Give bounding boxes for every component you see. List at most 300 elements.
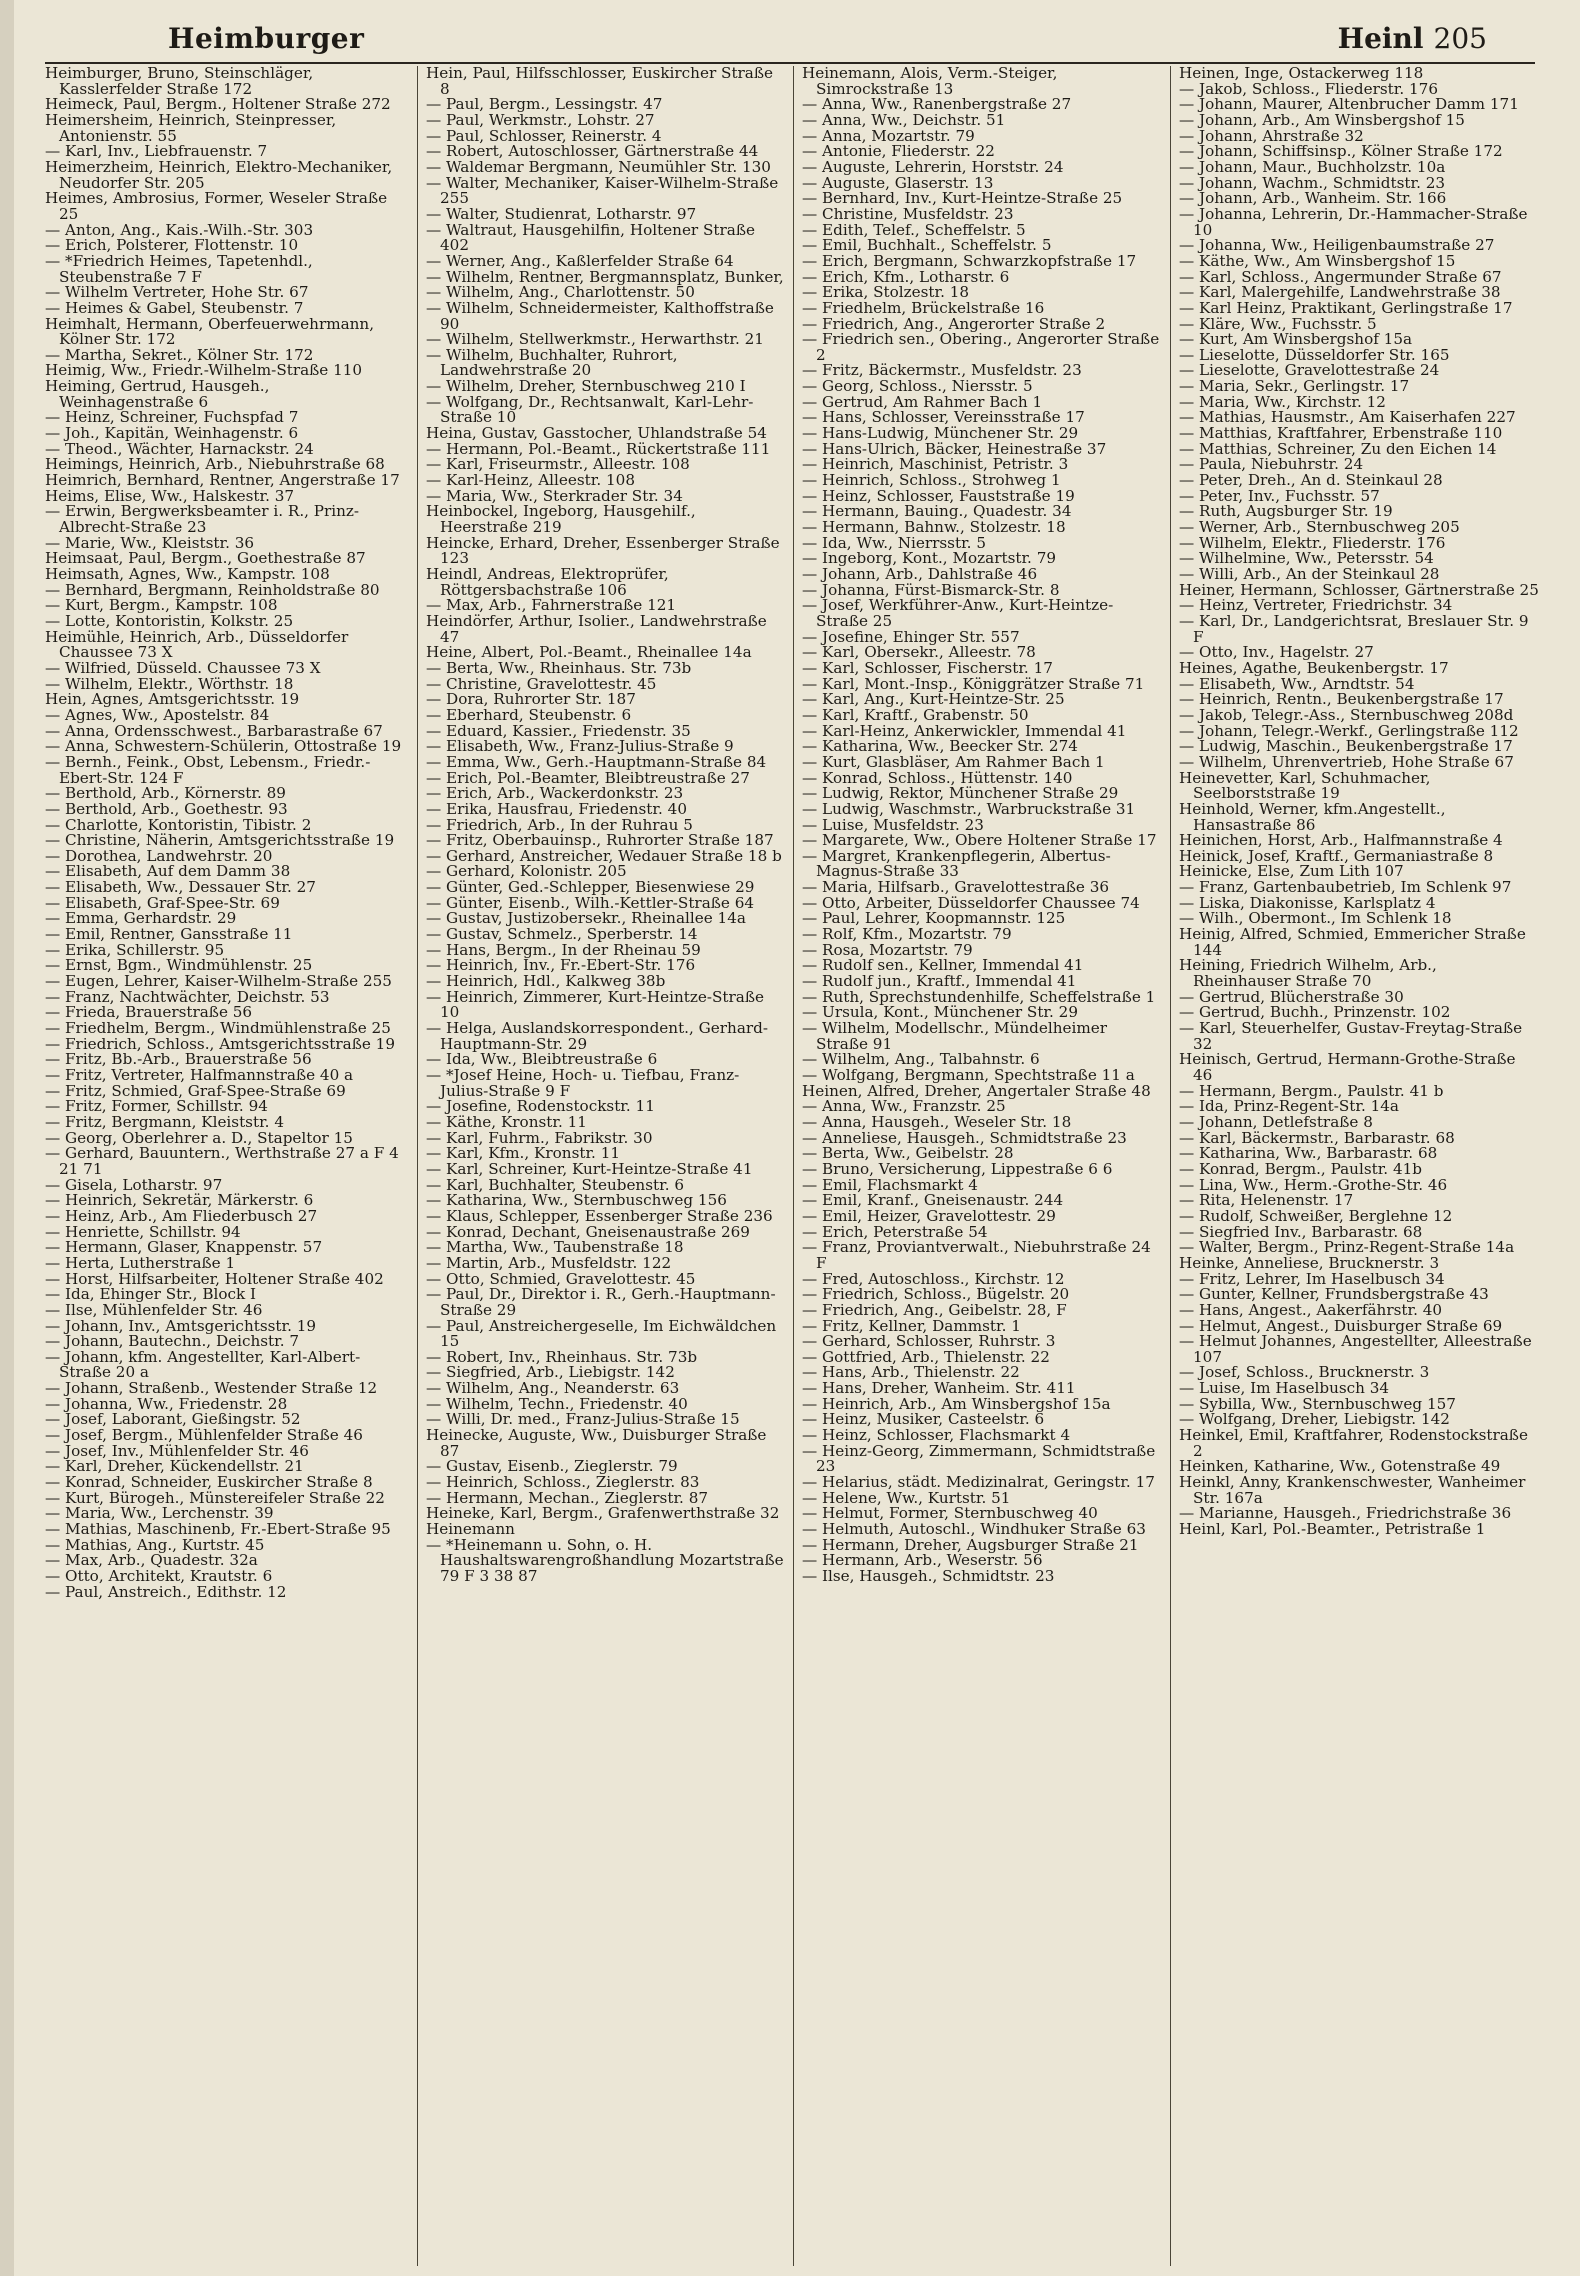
directory-entry: — Wilhelm, Elektr., Wörthstr. 18: [45, 674, 294, 693]
directory-entry: — Waltraut, Hausgehilfin, Holtener Straße 402: [426, 220, 760, 255]
directory-entry: Heimhalt, Hermann, Oberfeuerwehrmann, Kölner Str. 172: [45, 314, 379, 349]
directory-entry: — Otto, Arbeiter, Düsseldorfer Chaussee 74: [802, 893, 1140, 912]
column-4: [1170, 66, 1539, 2266]
directory-entry: — Erich, Pol.-Beamter, Bleibtreustraße 27: [426, 768, 750, 787]
directory-entry: Heimrich, Bernhard, Rentner, Angerstraße 17: [45, 471, 400, 490]
directory-entry: — Bruno, Versicherung, Lippestraße 6 6: [802, 1159, 1113, 1178]
directory-entry: — Erich, Polsterer, Flottenstr. 10: [45, 236, 299, 255]
directory-entry: — Wilh., Obermont., Im Schlenk 18: [1179, 909, 1452, 928]
directory-entry: — Rudolf sen., Kellner, Immendal 41: [802, 956, 1084, 975]
directory-entry: Heimburger, Bruno, Steinschläger, Kasslerfelder Straße 172: [45, 64, 319, 98]
directory-entry: — Eduard, Kassier., Friedenstr. 35: [426, 721, 691, 740]
directory-entry: — Heinz, Schreiner, Fuchspfad 7: [45, 408, 299, 427]
directory-entry: — Johann, Maur., Buchholzstr. 10a: [1179, 157, 1446, 176]
directory-entry: Heinken, Katharine, Ww., Gotenstraße 49: [1179, 1457, 1501, 1476]
directory-entry: — Johann, Maurer, Altenbrucher Damm 171: [1179, 95, 1519, 114]
page-gutter: [0, 0, 14, 2276]
directory-entry: — Fritz, Bäckermstr., Musfeldstr. 23: [802, 361, 1082, 380]
directory-entry: Heiner, Hermann, Schlosser, Gärtnerstraße 25: [1179, 580, 1539, 599]
directory-entry: — Emil, Rentner, Gansstraße 11: [45, 925, 293, 944]
directory-entry: Heinke, Anneliese, Brucknerstr. 3: [1179, 1253, 1440, 1272]
directory-entry: — Bernh., Feink., Obst, Lebensm., Friedr.-Ebert-Str. 124 F: [45, 752, 371, 787]
directory-entry: — Anna, Ww., Franzstr. 25: [802, 1097, 1006, 1116]
directory-entry: — Gerhard, Bauuntern., Werthstraße 27 a F 4 21 71: [45, 1144, 404, 1178]
directory-entry: — Martha, Sekret., Kölner Str. 172: [45, 345, 314, 364]
directory-entry: — Mathias, Ang., Kurtstr. 45: [45, 1535, 265, 1554]
directory-entry: — Wilhelm, Elektr., Fliederstr. 176: [1179, 533, 1446, 552]
directory-entry: — Paul, Anstreich., Edithstr. 12: [45, 1582, 287, 1601]
directory-entry: — Maria, Ww., Kirchstr. 12: [1179, 392, 1386, 411]
directory-entry: — Hermann, Arb., Weserstr. 56: [802, 1551, 1043, 1570]
directory-entry: — Heinz-Georg, Zimmermann, Schmidtstraße 23: [802, 1441, 1161, 1476]
directory-entry: — Heinz, Schlosser, Fauststraße 19: [802, 486, 1075, 505]
directory-entry: — Joh., Kapitän, Weinhagenstr. 6: [45, 424, 299, 443]
directory-entry: — Johann, Telegr.-Werkf., Gerlingstraße 112: [1179, 721, 1519, 740]
directory-entry: — Franz, Nachtwächter, Deichstr. 53: [45, 987, 330, 1006]
directory-entry: — Waldemar Bergmann, Neumühler Str. 130: [426, 157, 771, 176]
directory-entry: — Hermann, Bergm., Paulstr. 41 b: [1179, 1081, 1444, 1100]
directory-entry: — Frieda, Brauerstraße 56: [45, 1003, 253, 1022]
directory-entry: — Sybilla, Ww., Sternbuschweg 157: [1179, 1394, 1456, 1413]
directory-entry: — Kurt, Bürogeh., Münstereifeler Straße 22: [45, 1488, 385, 1507]
directory-entry: — Wolfgang, Dreher, Liebigstr. 142: [1179, 1410, 1450, 1429]
directory-entry: — Johann, Arb., Wanheim. Str. 166: [1179, 189, 1447, 208]
directory-entry: — Ludwig, Waschmstr., Warbruckstraße 31: [802, 799, 1136, 818]
directory-entry: — Johann, Arb., Am Winsbergshof 15: [1179, 110, 1465, 129]
directory-entry: — *Friedrich Heimes, Tapetenhdl., Steubenstraße 7 F: [45, 251, 318, 286]
directory-entry: — Peter, Dreh., An d. Steinkaul 28: [1179, 471, 1443, 490]
directory-entry: — Paul, Lehrer, Koopmannstr. 125: [802, 909, 1066, 928]
directory-entry: — Heimes & Gabel, Steubenstr. 7: [45, 298, 304, 317]
directory-entry: Heimersheim, Heinrich, Steinpresser, Antonienstr. 55: [45, 110, 342, 145]
directory-entry: Heindörfer, Arthur, Isolier., Landwehrstraße 47: [426, 611, 772, 646]
directory-entry: — Wilhelm, Buchhalter, Ruhrort, Landwehrstraße 20: [426, 345, 683, 380]
directory-entry: — Dorothea, Landwehrstr. 20: [45, 846, 273, 865]
directory-entry: Heinecke, Auguste, Ww., Duisburger Straße 87: [426, 1426, 772, 1460]
directory-entry: — Günter, Eisenb., Wilh.-Kettler-Straße 64: [426, 893, 755, 912]
directory-entry: — Friedrich, Ang., Angerorter Straße 2: [802, 314, 1106, 333]
directory-entry: — Elisabeth, Ww., Arndtstr. 54: [1179, 674, 1415, 693]
directory-entry: — Emil, Heizer, Gravelottestr. 29: [802, 1206, 1056, 1225]
directory-entry: Heinkel, Emil, Kraftfahrer, Rodenstockstraße 2: [1179, 1426, 1533, 1460]
directory-entry: — Karl, Schlosser, Fischerstr. 17: [802, 658, 1053, 677]
directory-entry: — Käthe, Kronstr. 11: [426, 1112, 587, 1131]
directory-entry: — Fritz, Bergmann, Kleiststr. 4: [45, 1112, 284, 1131]
directory-entry: — Wilhelm, Schneidermeister, Kalthoffstraße 90: [426, 298, 779, 333]
directory-entry: — Siegfried, Arb., Liebigstr. 142: [426, 1363, 675, 1382]
directory-entry: — Emma, Gerhardstr. 29: [45, 909, 237, 928]
directory-entry: — Anna, Ww., Ranenbergstraße 27: [802, 95, 1072, 114]
directory-entry: Heimig, Ww., Friedr.-Wilhelm-Straße 110: [45, 361, 363, 380]
directory-entry: — Anna, Ordensschwest., Barbarastraße 67: [45, 721, 383, 740]
header-right: [1338, 22, 1487, 55]
directory-entry: — Karl, Steuerhelfer, Gustav-Freytag-Straße 32: [1179, 1019, 1527, 1053]
directory-entry: — Siegfried Inv., Barbarastr. 68: [1179, 1222, 1423, 1241]
directory-entry: — Karl-Heinz, Alleestr. 108: [426, 471, 635, 490]
directory-entry: — Konrad, Schloss., Hüttenstr. 140: [802, 768, 1073, 787]
directory-entry: Heinen, Inge, Ostackerweg 118: [1179, 64, 1424, 82]
directory-entry: — Fred, Autoschloss., Kirchstr. 12: [802, 1269, 1065, 1288]
directory-entry: — Fritz, Vertreter, Halfmannstraße 40 a: [45, 1066, 354, 1084]
directory-entry: — Käthe, Ww., Am Winsbergshof 15: [1179, 251, 1456, 270]
directory-entry: — Dora, Ruhrorter Str. 187: [426, 690, 636, 709]
directory-entry: — Wilhelm, Uhrenvertrieb, Hohe Straße 67: [1179, 752, 1514, 771]
directory-entry: — Luise, Musfeldstr. 23: [802, 815, 984, 834]
directory-entry: — Fritz, Bb.-Arb., Brauerstraße 56: [45, 1050, 312, 1069]
directory-entry: — Anna, Ww., Deichstr. 51: [802, 110, 1006, 129]
directory-entry: — Robert, Inv., Rheinhaus. Str. 73b: [426, 1347, 698, 1366]
directory-entry: — Ruth, Sprechstundenhilfe, Scheffelstraße 1: [802, 987, 1156, 1006]
directory-entry: — Willi, Arb., An der Steinkaul 28: [1179, 565, 1440, 583]
directory-entry: Heinemann, Alois, Verm.-Steiger, Simrockstraße 13: [802, 64, 1063, 98]
directory-entry: — Erika, Hausfrau, Friedenstr. 40: [426, 799, 687, 818]
directory-entry: — Werner, Arb., Sternbuschweg 205: [1179, 518, 1460, 537]
directory-entry: — Paul, Werkmstr., Lohstr. 27: [426, 110, 655, 129]
directory-entry: — Wilhelm, Ang., Neanderstr. 63: [426, 1379, 680, 1398]
directory-entry: — Walter, Studienrat, Lotharstr. 97: [426, 204, 697, 223]
directory-entry: — Heinrich, Arb., Am Winsbergshof 15a: [802, 1394, 1111, 1413]
directory-entry: Heincke, Erhard, Dreher, Essenberger Straße 123: [426, 533, 785, 568]
directory-entry: — Erich, Peterstraße 54: [802, 1222, 988, 1241]
directory-entry: — Elisabeth, Ww., Dessauer Str. 27: [45, 878, 316, 897]
column-1: [45, 66, 405, 2266]
directory-entry: — Matthias, Kraftfahrer, Erbenstraße 110: [1179, 424, 1503, 443]
directory-entry: — Wilhelm, Ang., Charlottenstr. 50: [426, 283, 695, 302]
directory-entry: — Marie, Ww., Kleiststr. 36: [45, 533, 255, 552]
directory-entry: — Wolfgang, Dr., Rechtsanwalt, Karl-Lehr-Straße 10: [426, 392, 754, 427]
directory-entry: — Wolfgang, Bergmann, Spechtstraße 11 a: [802, 1066, 1135, 1084]
directory-entry: — Lieselotte, Düsseldorfer Str. 165: [1179, 345, 1450, 364]
directory-entry: — Christine, Näherin, Amtsgerichtsstraße 19: [45, 831, 395, 850]
directory-entry: — Johann, kfm. Angestellter, Karl-Albert-Straße 20 a: [45, 1347, 361, 1382]
directory-entry: — Bernhard, Bergmann, Reinholdstraße 80: [45, 580, 380, 599]
directory-entry: — Helga, Auslandskorrespondent., Gerhard-Hauptmann-Str. 29: [426, 1019, 768, 1053]
directory-entry: — Karl-Heinz, Ankerwickler, Immendal 41: [802, 721, 1127, 740]
directory-entry: — Karl, Friseurmstr., Alleestr. 108: [426, 455, 690, 474]
directory-entry: — Erich, Bergmann, Schwarzkopfstraße 17: [802, 251, 1137, 270]
directory-entry: — Gerhard, Kolonistr. 205: [426, 862, 627, 881]
directory-entry: — Theod., Wächter, Harnackstr. 24: [45, 439, 314, 458]
directory-entry: — Ernst, Bgm., Windmühlenstr. 25: [45, 956, 313, 975]
directory-entry: — Gunter, Kellner, Frundsbergstraße 43: [1179, 1285, 1489, 1304]
directory-entry: — Karl, Buchhalter, Steubenstr. 6: [426, 1175, 685, 1194]
directory-entry: — Ida, Prinz-Regent-Str. 14a: [1179, 1097, 1399, 1116]
directory-entry: — Mathias, Maschinenb, Fr.-Ebert-Straße 95: [45, 1520, 391, 1539]
directory-entry: — Heinz, Vertreter, Friedrichstr. 34: [1179, 596, 1453, 615]
directory-entry: — Karl, Mont.-Insp., Königgrätzer Straße 71: [802, 674, 1145, 693]
directory-entry: Heinkl, Anny, Krankenschwester, Wanheimer Str. 167a: [1179, 1473, 1531, 1507]
directory-entry: — Johanna, Lehrerin, Dr.-Hammacher-Straße 10: [1179, 204, 1533, 239]
directory-entry: — Jakob, Telegr.-Ass., Sternbuschweg 208d: [1179, 705, 1514, 724]
directory-entry: — Erich, Arb., Wackerdonkstr. 23: [426, 784, 684, 803]
directory-entry: — Robert, Autoschlosser, Gärtnerstraße 44: [426, 142, 759, 161]
directory-entry: — Martin, Arb., Musfeldstr. 122: [426, 1253, 672, 1272]
directory-entry: — Helmuth, Autoschl., Windhuker Straße 63: [802, 1520, 1146, 1539]
directory-entry: — Fritz, Oberbauinsp., Ruhrorter Straße 187: [426, 831, 774, 850]
directory-entry: — Margarete, Ww., Obere Holtener Straße 17: [802, 831, 1157, 850]
directory-entry: — Elisabeth, Graf-Spee-Str. 69: [45, 893, 280, 912]
directory-entry: — Anna, Schwestern-Schülerin, Ottostraße 19: [45, 737, 402, 756]
header-right-keyword: Heinl: [1337, 22, 1424, 55]
directory-entry: — Maria, Sekr., Gerlingstr. 17: [1179, 377, 1410, 396]
directory-entry: — Auguste, Lehrerin, Horststr. 24: [802, 157, 1064, 176]
directory-entry: — Hermann, Bauing., Quadestr. 34: [802, 502, 1072, 521]
directory-entry: — Heinrich, Maschinist, Petristr. 3: [802, 455, 1069, 474]
directory-entry: — Wilhelm, Ang., Talbahnstr. 6: [802, 1050, 1040, 1069]
directory-entry: — Georg, Oberlehrer a. D., Stapeltor 15: [45, 1128, 353, 1147]
directory-entry: — Josefine, Ehinger Str. 557: [802, 627, 1020, 646]
page-number: 205: [1433, 22, 1487, 55]
directory-entry: — Hans, Arb., Thielenstr. 22: [802, 1363, 1020, 1382]
directory-entry: — Berthold, Arb., Körnerstr. 89: [45, 784, 286, 803]
directory-entry: Heine, Albert, Pol.-Beamt., Rheinallee 14a: [426, 643, 752, 662]
directory-entry: Heineke, Karl, Bergm., Grafenwerthstraße 32: [426, 1504, 780, 1523]
directory-entry: — Gerhard, Anstreicher, Wedauer Straße 18 b: [426, 846, 782, 865]
directory-entry: — Erich, Kfm., Lotharstr. 6: [802, 267, 1010, 286]
directory-entry: Heindl, Andreas, Elektroprüfer, Röttgersbachstraße 106: [426, 565, 674, 599]
directory-entry: — Walter, Bergm., Prinz-Regent-Straße 14a: [1179, 1238, 1515, 1257]
directory-entry: — Ilse, Mühlenfelder Str. 46: [45, 1300, 263, 1319]
directory-entry: — Johann, Schiffsinsp., Kölner Straße 172: [1179, 142, 1503, 161]
directory-entry: — Ursula, Kont., Münchener Str. 29: [802, 1003, 1078, 1022]
directory-entry: — Lina, Ww., Herm.-Grothe-Str. 46: [1179, 1175, 1448, 1194]
directory-entry: — Konrad, Schneider, Euskircher Straße 8: [45, 1473, 373, 1492]
directory-entry: — Rosa, Mozartstr. 79: [802, 940, 973, 959]
directory-entry: — Hans-Ludwig, Münchener Str. 29: [802, 424, 1079, 443]
directory-entry: — Anton, Ang., Kais.-Wilh.-Str. 303: [45, 220, 314, 239]
directory-entry: — Elisabeth, Auf dem Damm 38: [45, 862, 291, 881]
directory-entry: — Kurt, Glasbläser, Am Rahmer Bach 1: [802, 752, 1105, 771]
page-header: [160, 22, 1495, 58]
directory-entry: — Peter, Inv., Fuchsstr. 57: [1179, 486, 1380, 505]
directory-entry: — *Josef Heine, Hoch- u. Tiefbau, Franz-Julius-Straße 9 F: [426, 1066, 740, 1100]
directory-entry: — Heinz, Arb., Am Fliederbusch 27: [45, 1206, 318, 1225]
directory-entry: — Heinrich, Hdl., Kalkweg 38b: [426, 972, 666, 991]
directory-entry: Heinick, Josef, Kraftf., Germaniastraße 8: [1179, 846, 1494, 865]
directory-entry: — Katharina, Ww., Beecker Str. 274: [802, 737, 1078, 756]
directory-entry: — Hermann, Glaser, Knappenstr. 57: [45, 1238, 323, 1257]
directory-entry: — Otto, Schmied, Gravelottestr. 45: [426, 1269, 696, 1288]
directory-entry: — Hermann, Mechan., Zieglerstr. 87: [426, 1488, 709, 1507]
directory-entry: — Paul, Dr., Direktor i. R., Gerh.-Hauptmann-Straße 29: [426, 1285, 776, 1319]
directory-entry: — Friedhelm, Bergm., Windmühlenstraße 25: [45, 1019, 391, 1038]
directory-entry: — Henriette, Schillstr. 94: [45, 1222, 241, 1241]
directory-entry: — Christine, Musfeldstr. 23: [802, 204, 1014, 223]
directory-entry: — Erika, Schillerstr. 95: [45, 940, 225, 959]
directory-entry: — Gustav, Schmelz., Sperberstr. 14: [426, 925, 698, 944]
directory-entry: Heiming, Gertrud, Hausgeh., Weinhagenstraße 6: [45, 377, 275, 411]
directory-entry: — Hermann, Dreher, Augsburger Straße 21: [802, 1535, 1139, 1554]
directory-entry: — Fritz, Former, Schillstr. 94: [45, 1097, 268, 1116]
directory-entry: Heimerzheim, Heinrich, Elektro-Mechaniker, Neudorfer Str. 205: [45, 157, 398, 192]
directory-entry: Heinen, Alfred, Dreher, Angertaler Straße 48: [802, 1081, 1151, 1100]
directory-entry: — Paul, Bergm., Lessingstr. 47: [426, 95, 663, 114]
directory-entry: — Klaus, Schlepper, Essenberger Straße 236: [426, 1206, 773, 1225]
directory-entry: — Kläre, Ww., Fuchsstr. 5: [1179, 314, 1377, 333]
directory-entry: — Maria, Ww., Sterkrader Str. 34: [426, 486, 683, 505]
directory-entry: — Hans, Dreher, Wanheim. Str. 411: [802, 1379, 1076, 1398]
directory-entry: — Fritz, Kellner, Dammstr. 1: [802, 1316, 1021, 1335]
directory-entry: — Heinrich, Rentn., Beukenbergstraße 17: [1179, 690, 1504, 709]
directory-entry: — Emil, Kranf., Gneisenaustr. 244: [802, 1191, 1064, 1210]
directory-entry: — Karl, Ang., Kurt-Heintze-Str. 25: [802, 690, 1065, 709]
directory-entry: — Emil, Flachsmarkt 4: [802, 1175, 978, 1194]
directory-entry: Heines, Agathe, Beukenbergstr. 17: [1179, 658, 1449, 677]
directory-entry: — Karl, Kraftf., Grabenstr. 50: [802, 705, 1029, 724]
directory-entry: — Max, Arb., Fahrnerstraße 121: [426, 596, 677, 615]
directory-entry: — Jakob, Schloss., Fliederstr. 176: [1179, 79, 1438, 98]
directory-entry: Heining, Friedrich Wilhelm, Arb., Rheinhauser Straße 70: [1179, 956, 1442, 991]
directory-entry: Heimsaat, Paul, Bergm., Goethestraße 87: [45, 549, 366, 568]
directory-entry: — Friedrich, Schloss., Amtsgerichtsstraße 19: [45, 1034, 395, 1053]
directory-entry: — Gustav, Justizobersekr., Rheinallee 14a: [426, 909, 746, 928]
directory-entry: — Karl, Schreiner, Kurt-Heintze-Straße 41: [426, 1159, 753, 1178]
directory-entry: — Katharina, Ww., Sternbuschweg 156: [426, 1191, 727, 1210]
directory-entry: — Anna, Hausgeh., Weseler Str. 18: [802, 1112, 1072, 1131]
directory-entry: — Karl, Inv., Liebfrauenstr. 7: [45, 142, 268, 161]
directory-entry: — Maria, Ww., Lerchenstr. 39: [45, 1504, 274, 1523]
directory-entry: — Helmut, Angest., Duisburger Straße 69: [1179, 1316, 1503, 1335]
directory-entry: — Erwin, Bergwerksbeamter i. R., Prinz-Albrecht-Straße 23: [45, 502, 360, 537]
directory-entry: — Agnes, Ww., Apostelstr. 84: [45, 705, 270, 724]
directory-entry: — Karl, Dreher, Kückendellstr. 21: [45, 1457, 304, 1476]
directory-entry: — Matthias, Schreiner, Zu den Eichen 14: [1179, 439, 1497, 458]
directory-entry: Heimeck, Paul, Bergm., Holtener Straße 272: [45, 95, 391, 114]
directory-entry: — Johanna, Ww., Friedenstr. 28: [45, 1394, 288, 1413]
directory-entry: Heinemann: [426, 1520, 515, 1539]
directory-entry: — Wilhelm Vertreter, Hohe Str. 67: [45, 283, 309, 302]
directory-entry: — Maria, Hilfsarb., Gravelottestraße 36: [802, 878, 1110, 897]
directory-entry: — Friedrich, Ang., Geibelstr. 28, F: [802, 1300, 1067, 1319]
directory-entry: — Hans, Angest., Aakerfährstr. 40: [1179, 1300, 1443, 1319]
directory-entry: — Gerhard, Schlosser, Ruhrstr. 3: [802, 1332, 1056, 1351]
directory-entry: — Kurt, Am Winsbergshof 15a: [1179, 330, 1413, 349]
directory-entry: — Ilse, Hausgeh., Schmidtstr. 23: [802, 1567, 1055, 1585]
directory-entry: — Anneliese, Hausgeh., Schmidtstraße 23: [802, 1128, 1127, 1147]
directory-entry: Heimes, Ambrosius, Former, Weseler Straße 25: [45, 189, 392, 223]
directory-entry: — Paul, Anstreichergeselle, Im Eichwäldchen 15: [426, 1316, 782, 1351]
directory-entry: — Charlotte, Kontoristin, Tibistr. 2: [45, 815, 312, 834]
directory-entry: — Walter, Mechaniker, Kaiser-Wilhelm-Straße 255: [426, 173, 784, 208]
directory-entry: Heinbockel, Ingeborg, Hausgehilf., Heerstraße 219: [426, 502, 701, 537]
directory-entry: — Eugen, Lehrer, Kaiser-Wilhelm-Straße 255: [45, 972, 392, 991]
directory-entry: — Bernhard, Inv., Kurt-Heintze-Straße 25: [802, 189, 1123, 208]
directory-entry: — Margret, Krankenpflegerin, Albertus-Magnus-Straße 33: [802, 846, 1111, 881]
directory-entry: — Hermann, Pol.-Beamt., Rückertstraße 111: [426, 439, 771, 458]
directory-entry: — Friedrich, Arb., In der Ruhrau 5: [426, 815, 693, 834]
directory-entry: — Gustav, Eisenb., Zieglerstr. 79: [426, 1457, 678, 1476]
directory-entry: — Karl Heinz, Praktikant, Gerlingstraße 17: [1179, 298, 1513, 317]
directory-entry: — Heinrich, Schloss., Strohweg 1: [802, 471, 1061, 490]
directory-entry: — Rita, Helenenstr. 17: [1179, 1191, 1354, 1210]
directory-entry: — Berta, Ww., Geibelstr. 28: [802, 1144, 1014, 1163]
directory-entry: Heinig, Alfred, Schmied, Emmericher Straße 144: [1179, 925, 1531, 959]
directory-entry: — Heinrich, Inv., Fr.-Ebert-Str. 176: [426, 956, 696, 975]
directory-entry: — Ida, Ww., Nierrsstr. 5: [802, 533, 986, 552]
column-2: [417, 64, 789, 2266]
column-3: [793, 64, 1165, 2266]
directory-entry: — Hans-Ulrich, Bäcker, Heinestraße 37: [802, 439, 1107, 458]
directory-entry: — Franz, Gartenbaubetrieb, Im Schlenk 97: [1179, 878, 1512, 897]
directory-entry: — Ida, Ww., Bleibtreustraße 6: [426, 1050, 658, 1069]
directory-entry: — Anna, Mozartstr. 79: [802, 126, 975, 145]
directory-entry: Heimühle, Heinrich, Arb., Düsseldorfer Chaussee 73 X: [45, 627, 354, 662]
directory-entry: Heinichen, Horst, Arb., Halfmannstraße 4: [1179, 831, 1503, 850]
directory-entry: — Karl, Malergehilfe, Landwehrstraße 38: [1179, 283, 1501, 302]
directory-entry: — Wilhelm, Dreher, Sternbuschweg 210 I: [426, 377, 746, 396]
directory-entry: — Josef, Werkführer-Anw., Kurt-Heintze-Straße 25: [802, 596, 1114, 630]
directory-entry: — Johann, Bautechn., Deichstr. 7: [45, 1332, 300, 1351]
directory-entry: Heina, Gustav, Gasstocher, Uhlandstraße 54: [426, 424, 767, 443]
directory-entry: — Karl, Obersekr., Alleestr. 78: [802, 643, 1036, 662]
directory-entry: — Wilhelm, Rentner, Bergmannsplatz, Bunker,: [426, 267, 784, 286]
directory-entry: — Gertrud, Buchh., Prinzenstr. 102: [1179, 1003, 1451, 1022]
directory-entry: — Rudolf jun., Kraftf., Immendal 41: [802, 972, 1077, 991]
directory-entry: — Fritz, Schmied, Graf-Spee-Straße 69: [45, 1081, 346, 1100]
directory-entry: — Berta, Ww., Rheinhaus. Str. 73b: [426, 658, 692, 677]
directory-entry: — Ida, Ehinger Str., Block I: [45, 1285, 257, 1304]
directory-entry: — Ludwig, Rektor, Münchener Straße 29: [802, 784, 1119, 803]
directory-entry: — Josef, Laborant, Gießingstr. 52: [45, 1410, 301, 1429]
directory-entry: — Max, Arb., Quadestr. 32a: [45, 1551, 258, 1570]
directory-entry: — Otto, Architekt, Krautstr. 6: [45, 1567, 273, 1585]
directory-entry: — Emil, Buchhalt., Scheffelstr. 5: [802, 236, 1052, 255]
directory-entry: — Konrad, Bergm., Paulstr. 41b: [1179, 1159, 1423, 1178]
directory-entry: — Hermann, Bahnw., Stolzestr. 18: [802, 518, 1066, 537]
directory-entry: — Marianne, Hausgeh., Friedrichstraße 36: [1179, 1504, 1512, 1523]
directory-entry: — Helarius, städt. Medizinalrat, Geringstr. 17: [802, 1473, 1155, 1492]
directory-entry: — Kurt, Bergm., Kampstr. 108: [45, 596, 278, 615]
directory-entry: — Ingeborg, Kont., Mozartstr. 79: [802, 549, 1057, 568]
directory-entry: — Lotte, Kontoristin, Kolkstr. 25: [45, 611, 294, 630]
directory-entry: — Fritz, Lehrer, Im Haselbusch 34: [1179, 1269, 1445, 1288]
directory-entry: — Heinz, Schlosser, Flachsmarkt 4: [802, 1426, 1071, 1445]
directory-entry: — Wilhelmine, Ww., Petersstr. 54: [1179, 549, 1434, 568]
directory-entry: — Johann, Detlefstraße 8: [1179, 1112, 1373, 1131]
directory-entry: Heinisch, Gertrud, Hermann-Grothe-Straße 46: [1179, 1050, 1521, 1084]
directory-entry: — Wilhelm, Techn., Friedenstr. 40: [426, 1394, 688, 1413]
directory-entry: — Heinrich, Schloss., Zieglerstr. 83: [426, 1473, 700, 1492]
directory-entry: — Martha, Ww., Taubenstraße 18: [426, 1238, 684, 1257]
directory-entry: — Antonie, Fliederstr. 22: [802, 142, 995, 161]
directory-entry: — Mathias, Hausmstr., Am Kaiserhafen 227: [1179, 408, 1516, 427]
directory-entry: — Paula, Niebuhrstr. 24: [1179, 455, 1364, 474]
directory-entry: — Katharina, Ww., Barbarastr. 68: [1179, 1144, 1438, 1163]
directory-entry: — Konrad, Dechant, Gneisenaustraße 269: [426, 1222, 750, 1241]
directory-entry: — Johann, Arb., Dahlstraße 46: [802, 565, 1038, 583]
directory-entry: — Otto, Inv., Hagelstr. 27: [1179, 643, 1374, 662]
directory-entry: — Ruth, Augsburger Str. 19: [1179, 502, 1393, 521]
directory-entry: — Franz, Proviantverwalt., Niebuhrstraße 24 F: [802, 1238, 1156, 1272]
directory-entry: — Karl, Kfm., Kronstr. 11: [426, 1144, 621, 1163]
directory-entry: — Karl, Dr., Landgerichtsrat, Breslauer Str. 9 F: [1179, 611, 1534, 646]
directory-entry: — Elisabeth, Ww., Franz-Julius-Straße 9: [426, 737, 734, 756]
directory-entry: — Heinrich, Zimmerer, Kurt-Heintze-Straße 10: [426, 987, 769, 1022]
directory-entry: — Josef, Bergm., Mühlenfelder Straße 46: [45, 1426, 363, 1445]
directory-entry: — Edith, Telef., Scheffelstr. 5: [802, 220, 1026, 239]
directory-entry: — Werner, Ang., Kaßlerfelder Straße 64: [426, 251, 734, 270]
directory-entry: — Friedrich, Schloss., Bügelstr. 20: [802, 1285, 1070, 1304]
directory-entry: — Heinz, Musiker, Casteelstr. 6: [802, 1410, 1045, 1429]
directory-entry: Heimsath, Agnes, Ww., Kampstr. 108: [45, 565, 330, 583]
directory-entry: Hein, Agnes, Amtsgerichtsstr. 19: [45, 690, 300, 709]
directory-entry: Hein, Paul, Hilfsschlosser, Euskircher Straße 8: [426, 64, 778, 98]
directory-entry: — Johann, Ahrstraße 32: [1179, 126, 1364, 145]
directory-entry: — Karl, Bäckermstr., Barbarastr. 68: [1179, 1128, 1455, 1147]
directory-entry: — *Heinemann u. Sohn, o. H. Haushaltswarengroßhandlung Mozartstraße 79 F 3 38 87: [426, 1535, 789, 1585]
directory-entry: — Wilhelm, Modellschr., Mündelheimer Straße 91: [802, 1019, 1112, 1053]
directory-entry: — Erika, Stolzestr. 18: [802, 283, 970, 302]
